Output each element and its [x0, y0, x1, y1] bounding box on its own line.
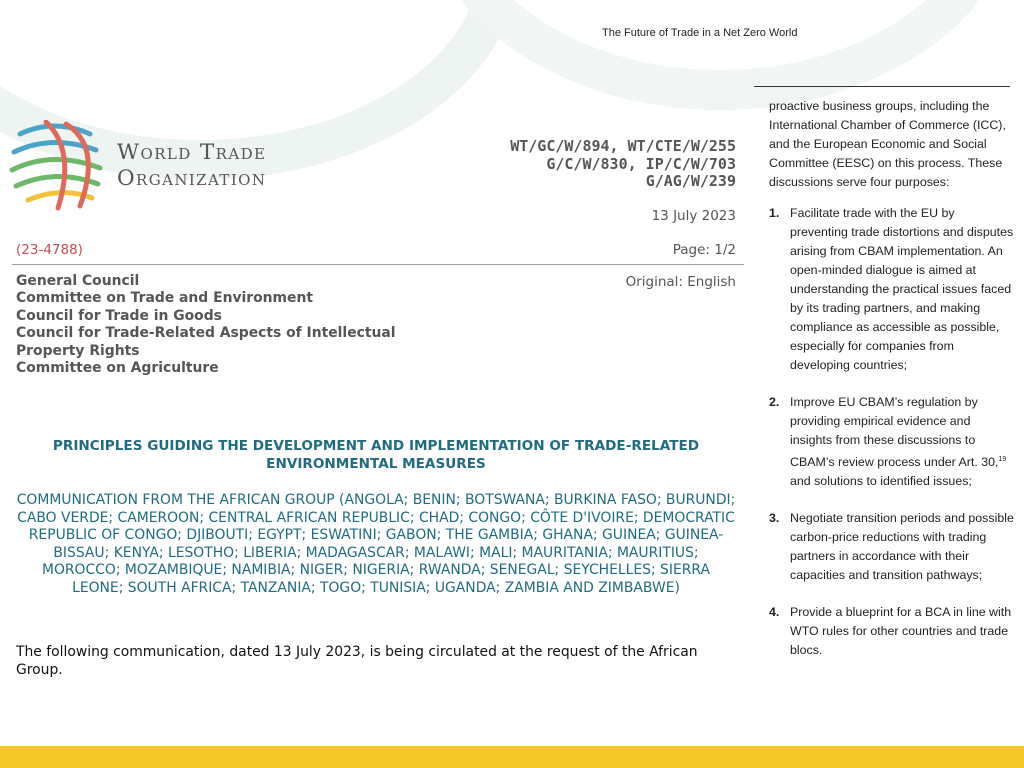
- wto-wordmark: [117, 140, 266, 192]
- addressed-body: Committee on Agriculture: [16, 360, 219, 377]
- addressed-body: Committee on Trade and Environment: [16, 290, 313, 307]
- document-title: PRINCIPLES GUIDING THE DEVELOPMENT AND IMPLEMENTATION OF TRADE-RELATED ENVIRONMENTAL MEASURES: [52, 438, 700, 472]
- page-header: The Future of Trade in a Net Zero World: [602, 27, 798, 39]
- document-symbol-line: G/AG/W/239: [645, 172, 736, 190]
- purposes-list: [769, 204, 1015, 660]
- document-divider: [12, 264, 744, 265]
- addressed-body: Property Rights: [16, 342, 140, 359]
- page-number: Page: 1/2: [672, 242, 736, 258]
- intro-paragraph: proactive business groups, including the International Chamber of Commerce (ICC), and the European Economic and Social Committee (EESC) on this process. These discussions serve four purposes:: [769, 99, 1006, 189]
- addressed-body: Council for Trade in Goods: [16, 307, 222, 324]
- list-item: [769, 603, 1015, 660]
- document-date: 13 July 2023: [651, 208, 736, 224]
- list-item-text: Negotiate transition periods and possible carbon-price reductions with trading partners in accordance with their capacities and transition pathways;: [790, 511, 1014, 583]
- footer-band: [0, 746, 1024, 768]
- list-item-text: Provide a blueprint for a BCA in line with WTO rules for other countries and trade blocs.: [790, 605, 1012, 658]
- background-arc-decoration: [420, 0, 1020, 110]
- right-column-text: [769, 97, 1015, 678]
- addressed-body: Council for Trade-Related Aspects of Intellectual: [16, 325, 396, 342]
- list-item-number: 3.: [769, 511, 780, 526]
- header-divider: [754, 86, 1010, 87]
- original-language: Original: English: [625, 274, 736, 290]
- document-symbol-line: G/C/W/830, IP/C/W/703: [546, 154, 736, 173]
- wto-logo-icon: [6, 120, 106, 212]
- list-item: [769, 204, 1015, 375]
- addressed-body: General Council: [16, 273, 140, 289]
- document-reference: (23-4788): [16, 242, 83, 258]
- footnote-marker: 19: [998, 456, 1007, 463]
- list-item-number: 2.: [769, 395, 780, 409]
- list-item: [769, 509, 1015, 585]
- document-body-text: The following communication, dated 13 July 2023, is being circulated at the request of the African Group.: [16, 644, 698, 678]
- list-item-number: 1.: [769, 206, 780, 220]
- list-item-text: Facilitate trade with the EU by preventing trade distortions and disputes arising from CBAM implementation. An open-minded dialogue is aimed at understanding the practical issues faced by its trading partners, and making compliance as accessible as possible, especially for companies from developing countries;: [790, 206, 1014, 372]
- addressed-bodies-list: [16, 273, 396, 377]
- document-symbol-line: WT/GC/W/894, WT/CTE/W/255: [510, 137, 736, 155]
- list-item-text: and solutions to identified issues;: [790, 474, 972, 489]
- wto-wordmark-line2: Organization: [117, 166, 267, 191]
- list-item: [769, 393, 1015, 491]
- communication-line: COMMUNICATION FROM THE AFRICAN GROUP (ANGOLA; BENIN; BOTSWANA; BURKINA FASO; BURUNDI; CABO VERDE; CAMEROON; CENTRAL AFRICAN REPUBLIC; CHAD; CONGO; CÔTE D'IVOIRE; DEMOCRATIC REPUBLIC OF CONGO; DJIBOUTI; EGYPT; ESWATINI; GABON; THE GAMBIA; GHANA; GUINEA; GUINEA-BISSAU; KENYA; LESOTHO; LIBERIA; MADAGASCAR; MALAWI; MALI; MAURITANIA; MAURITIUS; MOROCCO; MOZAMBIQUE; NAMIBIA; NIGER; NIGERIA; RWANDA; SENEGAL; SEYCHELLES; SIERRA LEONE; SOUTH AFRICA; TANZANIA; TOGO; TUNISIA; UGANDA; ZAMBIA AND ZIMBABWE): [16, 492, 736, 596]
- list-item-text: Improve EU CBAM’s regulation by providing empirical evidence and insights from these discussions to CBAM’s review process under Art. 30,: [790, 395, 999, 470]
- wto-wordmark-line1: World Trade: [117, 140, 267, 165]
- list-item-number: 4.: [769, 605, 780, 620]
- document-symbols: [440, 138, 736, 191]
